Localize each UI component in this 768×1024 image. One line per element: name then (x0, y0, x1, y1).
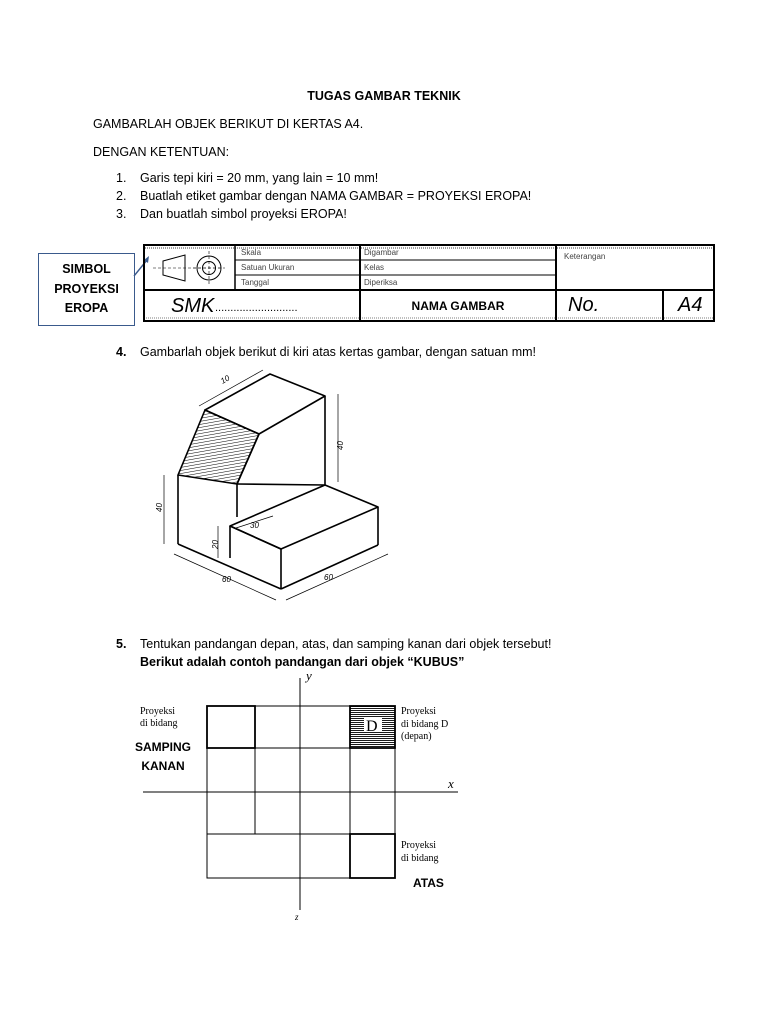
projection-symbol-icon (153, 251, 225, 285)
tanggal-label: Tanggal (241, 278, 270, 287)
intro-text: GAMBARLAH OBJEK BERIKUT DI KERTAS A4. (93, 117, 364, 131)
step-number: 4. (116, 345, 127, 359)
smk-dots: ........................... (215, 302, 298, 314)
simbol-line: SIMBOL (62, 262, 111, 277)
kelas-label: Kelas (364, 263, 385, 272)
label-line: di bidang (401, 852, 439, 864)
digambar-label: Digambar (364, 248, 399, 257)
diperiksa-label: Diperiksa (364, 278, 398, 287)
label-line: Proyeksi (401, 706, 436, 717)
step-5-line1: Tentukan pandangan depan, atas, dan samping kanan dari objek tersebut! (140, 637, 552, 651)
label-line: SAMPING (134, 740, 191, 754)
dim-label: 40 (336, 441, 345, 450)
dim-label: 10 (219, 373, 232, 386)
x-axis-label: x (448, 776, 454, 791)
condition-number: 1. (116, 171, 127, 185)
step-number: 5. (116, 637, 127, 651)
skala-label: Skala (241, 248, 262, 257)
step-5-line2: Berikut adalah contoh pandangan dari objek “KUBUS” (140, 655, 465, 669)
label-line: Proyeksi (140, 706, 175, 717)
condition-number: 2. (116, 189, 127, 203)
z-axis-label: z (295, 912, 299, 922)
condition-number: 3. (116, 207, 127, 221)
dim-label: 60 (222, 575, 231, 584)
condition-item: Garis tepi kiri = 20 mm, yang lain = 10 mm! (140, 171, 379, 185)
dim-label: 30 (250, 521, 259, 530)
nama-gambar-label: NAMA GAMBAR (411, 299, 505, 313)
simbol-proyeksi-box (38, 253, 135, 326)
keterangan-label: Keterangan (564, 252, 606, 261)
condition-item: Buatlah etiket gambar dengan NAMA GAMBAR = PROYEKSI EROPA! (140, 189, 532, 203)
atas-projection-label (401, 840, 439, 865)
label-line: di bidang D (401, 718, 449, 730)
page-title: TUGAS GAMBAR TEKNIK (307, 89, 461, 103)
label-line: KANAN (141, 758, 185, 773)
isometric-object-drawing (138, 362, 410, 617)
dim-label: 60 (324, 573, 333, 582)
conditions-heading: DENGAN KETENTUAN: (93, 145, 230, 159)
step-4-text: Gambarlah objek berikut di kiri atas kertas gambar, dengan satuan mm! (140, 345, 537, 359)
condition-item: Dan buatlah simbol proyeksi EROPA! (140, 207, 347, 221)
paper-size-label: A4 (678, 294, 703, 316)
dim-label: 20 (211, 540, 220, 549)
atas-label: ATAS (413, 876, 444, 890)
samping-kanan-label (128, 738, 198, 775)
satuan-label: Satuan Ukuran (241, 263, 295, 272)
title-block (143, 244, 715, 322)
left-projection-label (140, 706, 178, 730)
d-letter: D (366, 718, 378, 735)
depan-projection-label (401, 706, 448, 744)
label-line: Proyeksi (401, 840, 436, 851)
no-label: No. (568, 294, 600, 316)
label-line: (depan) (401, 731, 432, 742)
dim-label: 40 (155, 503, 164, 512)
y-axis-label: y (306, 670, 312, 683)
smk-label: SMK (171, 295, 215, 317)
simbol-line: PROYEKSI (54, 281, 119, 296)
simbol-line: EROPA (64, 301, 109, 316)
label-line: di bidang (140, 718, 178, 729)
